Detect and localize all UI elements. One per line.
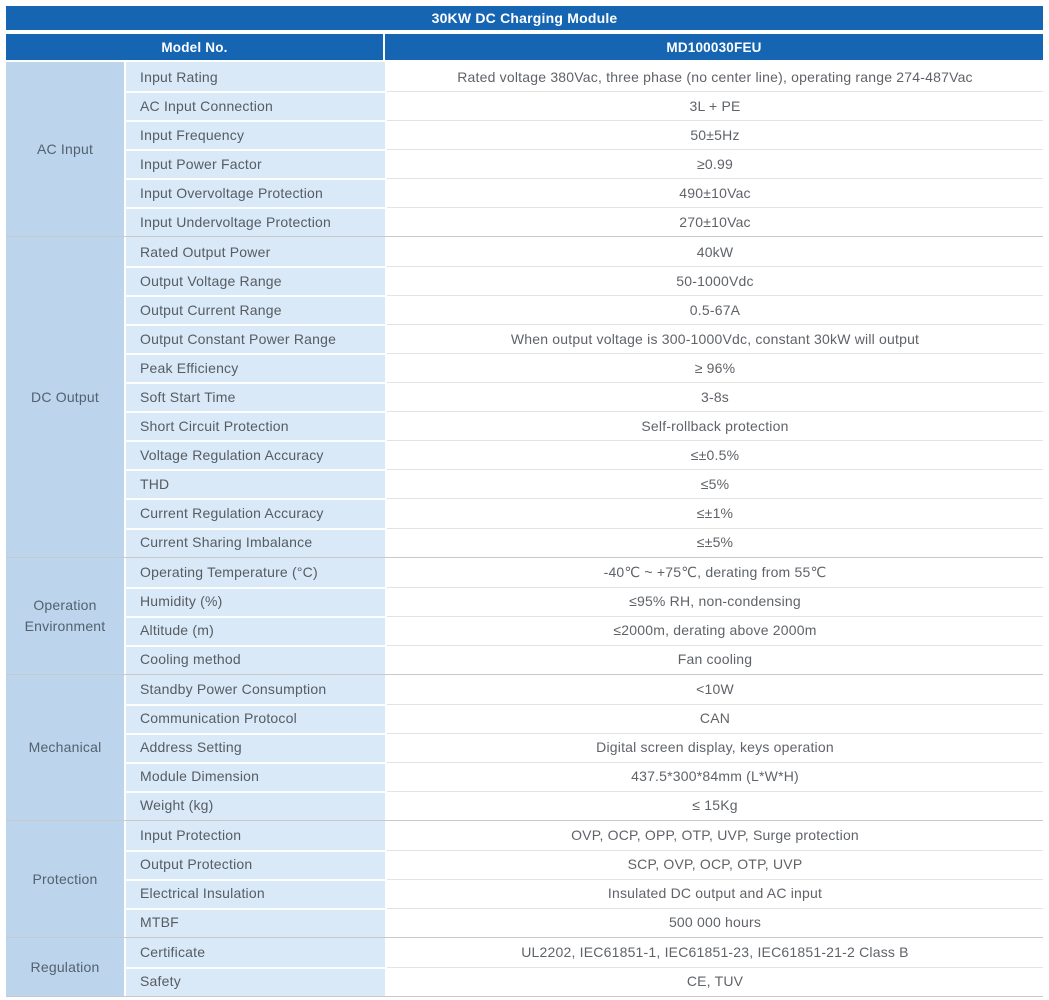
value-cell: SCP, OVP, OCP, OTP, UVP [387, 850, 1043, 879]
section-label: Operation Environment [6, 558, 126, 674]
table-row [126, 382, 1043, 411]
table-row [126, 762, 1043, 791]
table-row [126, 149, 1043, 178]
table-row [126, 324, 1043, 353]
section-mechanical [6, 674, 1043, 820]
param-cell: Rated Output Power [126, 237, 387, 266]
value-cell: 3L + PE [387, 91, 1043, 120]
param-cell: Output Current Range [126, 295, 387, 324]
table-row [126, 616, 1043, 645]
table-row [126, 908, 1043, 937]
table-row [126, 967, 1043, 996]
table-row [126, 498, 1043, 527]
value-cell: <10W [387, 675, 1043, 704]
value-cell: ≥ 96% [387, 353, 1043, 382]
value-cell: Self-rollback protection [387, 411, 1043, 440]
section-rows [126, 675, 1043, 820]
model-no-value: MD100030FEU [385, 34, 1043, 60]
section-rows [126, 821, 1043, 937]
table-row [126, 675, 1043, 704]
value-cell: ≥0.99 [387, 149, 1043, 178]
param-cell: Current Regulation Accuracy [126, 498, 387, 527]
param-cell: Module Dimension [126, 762, 387, 791]
value-cell: CE, TUV [387, 967, 1043, 996]
param-cell: Input Power Factor [126, 149, 387, 178]
value-cell: 500 000 hours [387, 908, 1043, 937]
value-cell: 3-8s [387, 382, 1043, 411]
param-cell: Electrical Insulation [126, 879, 387, 908]
table-row [126, 821, 1043, 850]
table-row [126, 850, 1043, 879]
param-cell: Soft Start Time [126, 382, 387, 411]
param-cell: Short Circuit Protection [126, 411, 387, 440]
param-cell: Input Undervoltage Protection [126, 207, 387, 236]
table-row [126, 266, 1043, 295]
param-cell: Input Overvoltage Protection [126, 178, 387, 207]
value-cell: 437.5*300*84mm (L*W*H) [387, 762, 1043, 791]
param-cell: Communication Protocol [126, 704, 387, 733]
value-cell: 50-1000Vdc [387, 266, 1043, 295]
param-cell: Humidity (%) [126, 587, 387, 616]
table-row [126, 353, 1043, 382]
model-no-label: Model No. [6, 34, 385, 60]
value-cell: ≤5% [387, 469, 1043, 498]
table-row [126, 120, 1043, 149]
value-cell: Fan cooling [387, 645, 1043, 674]
param-cell: Address Setting [126, 733, 387, 762]
table-row [126, 733, 1043, 762]
section-rows [126, 237, 1043, 556]
table-row [126, 295, 1043, 324]
table-row [126, 207, 1043, 236]
param-cell: Cooling method [126, 645, 387, 674]
table-row [126, 558, 1043, 587]
table-title: 30KW DC Charging Module [6, 6, 1043, 30]
param-cell: THD [126, 469, 387, 498]
value-cell: 490±10Vac [387, 178, 1043, 207]
value-cell: ≤ 15Kg [387, 791, 1043, 820]
table-row [126, 469, 1043, 498]
param-cell: Standby Power Consumption [126, 675, 387, 704]
section-rows [126, 938, 1043, 996]
table-row [126, 704, 1043, 733]
value-cell: ≤2000m, derating above 2000m [387, 616, 1043, 645]
param-cell: Altitude (m) [126, 616, 387, 645]
value-cell: 0.5-67A [387, 295, 1043, 324]
value-cell: Rated voltage 380Vac, three phase (no center line), operating range 274-487Vac [387, 62, 1043, 91]
table-row [126, 791, 1043, 820]
table-row [126, 645, 1043, 674]
value-cell: 50±5Hz [387, 120, 1043, 149]
param-cell: Output Voltage Range [126, 266, 387, 295]
value-cell: Digital screen display, keys operation [387, 733, 1043, 762]
value-cell: OVP, OCP, OPP, OTP, UVP, Surge protection [387, 821, 1043, 850]
param-cell: Peak Efficiency [126, 353, 387, 382]
param-cell: Voltage Regulation Accuracy [126, 440, 387, 469]
param-cell: MTBF [126, 908, 387, 937]
table-row [126, 237, 1043, 266]
param-cell: Certificate [126, 938, 387, 967]
section-label: Protection [6, 821, 126, 937]
section-rows [126, 558, 1043, 674]
table-row [126, 938, 1043, 967]
section-ac-input [6, 62, 1043, 236]
table-row [126, 587, 1043, 616]
param-cell: Safety [126, 967, 387, 996]
value-cell: 40kW [387, 237, 1043, 266]
value-cell: When output voltage is 300-1000Vdc, constant 30kW will output [387, 324, 1043, 353]
param-cell: Weight (kg) [126, 791, 387, 820]
param-cell: Output Protection [126, 850, 387, 879]
table-row [126, 411, 1043, 440]
section-rows [126, 62, 1043, 236]
param-cell: Input Protection [126, 821, 387, 850]
value-cell: ≤±0.5% [387, 440, 1043, 469]
table-row [126, 178, 1043, 207]
param-cell: Input Rating [126, 62, 387, 91]
table-row [126, 91, 1043, 120]
table-row [126, 879, 1043, 908]
section-regulation [6, 937, 1043, 996]
value-cell: Insulated DC output and AC input [387, 879, 1043, 908]
param-cell: AC Input Connection [126, 91, 387, 120]
value-cell: ≤95% RH, non-condensing [387, 587, 1043, 616]
table-row [126, 62, 1043, 91]
param-cell: Operating Temperature (°C) [126, 558, 387, 587]
section-label: Mechanical [6, 675, 126, 820]
value-cell: ≤±5% [387, 528, 1043, 557]
section-label: Regulation [6, 938, 126, 996]
model-header-row [6, 34, 1043, 60]
section-label: DC Output [6, 237, 126, 556]
section-dc-output [6, 236, 1043, 556]
value-cell: UL2202, IEC61851-1, IEC61851-23, IEC61851-21-2 Class B [387, 938, 1043, 967]
section-protection [6, 820, 1043, 937]
value-cell: 270±10Vac [387, 207, 1043, 236]
section-operation-environment [6, 557, 1043, 674]
value-cell: ≤±1% [387, 498, 1043, 527]
table-row [126, 440, 1043, 469]
table-row [126, 528, 1043, 557]
param-cell: Output Constant Power Range [126, 324, 387, 353]
spec-table-body [6, 62, 1043, 997]
value-cell: CAN [387, 704, 1043, 733]
param-cell: Input Frequency [126, 120, 387, 149]
section-label: AC Input [6, 62, 126, 236]
param-cell: Current Sharing Imbalance [126, 528, 387, 557]
value-cell: -40℃ ~ +75℃, derating from 55℃ [387, 558, 1043, 587]
